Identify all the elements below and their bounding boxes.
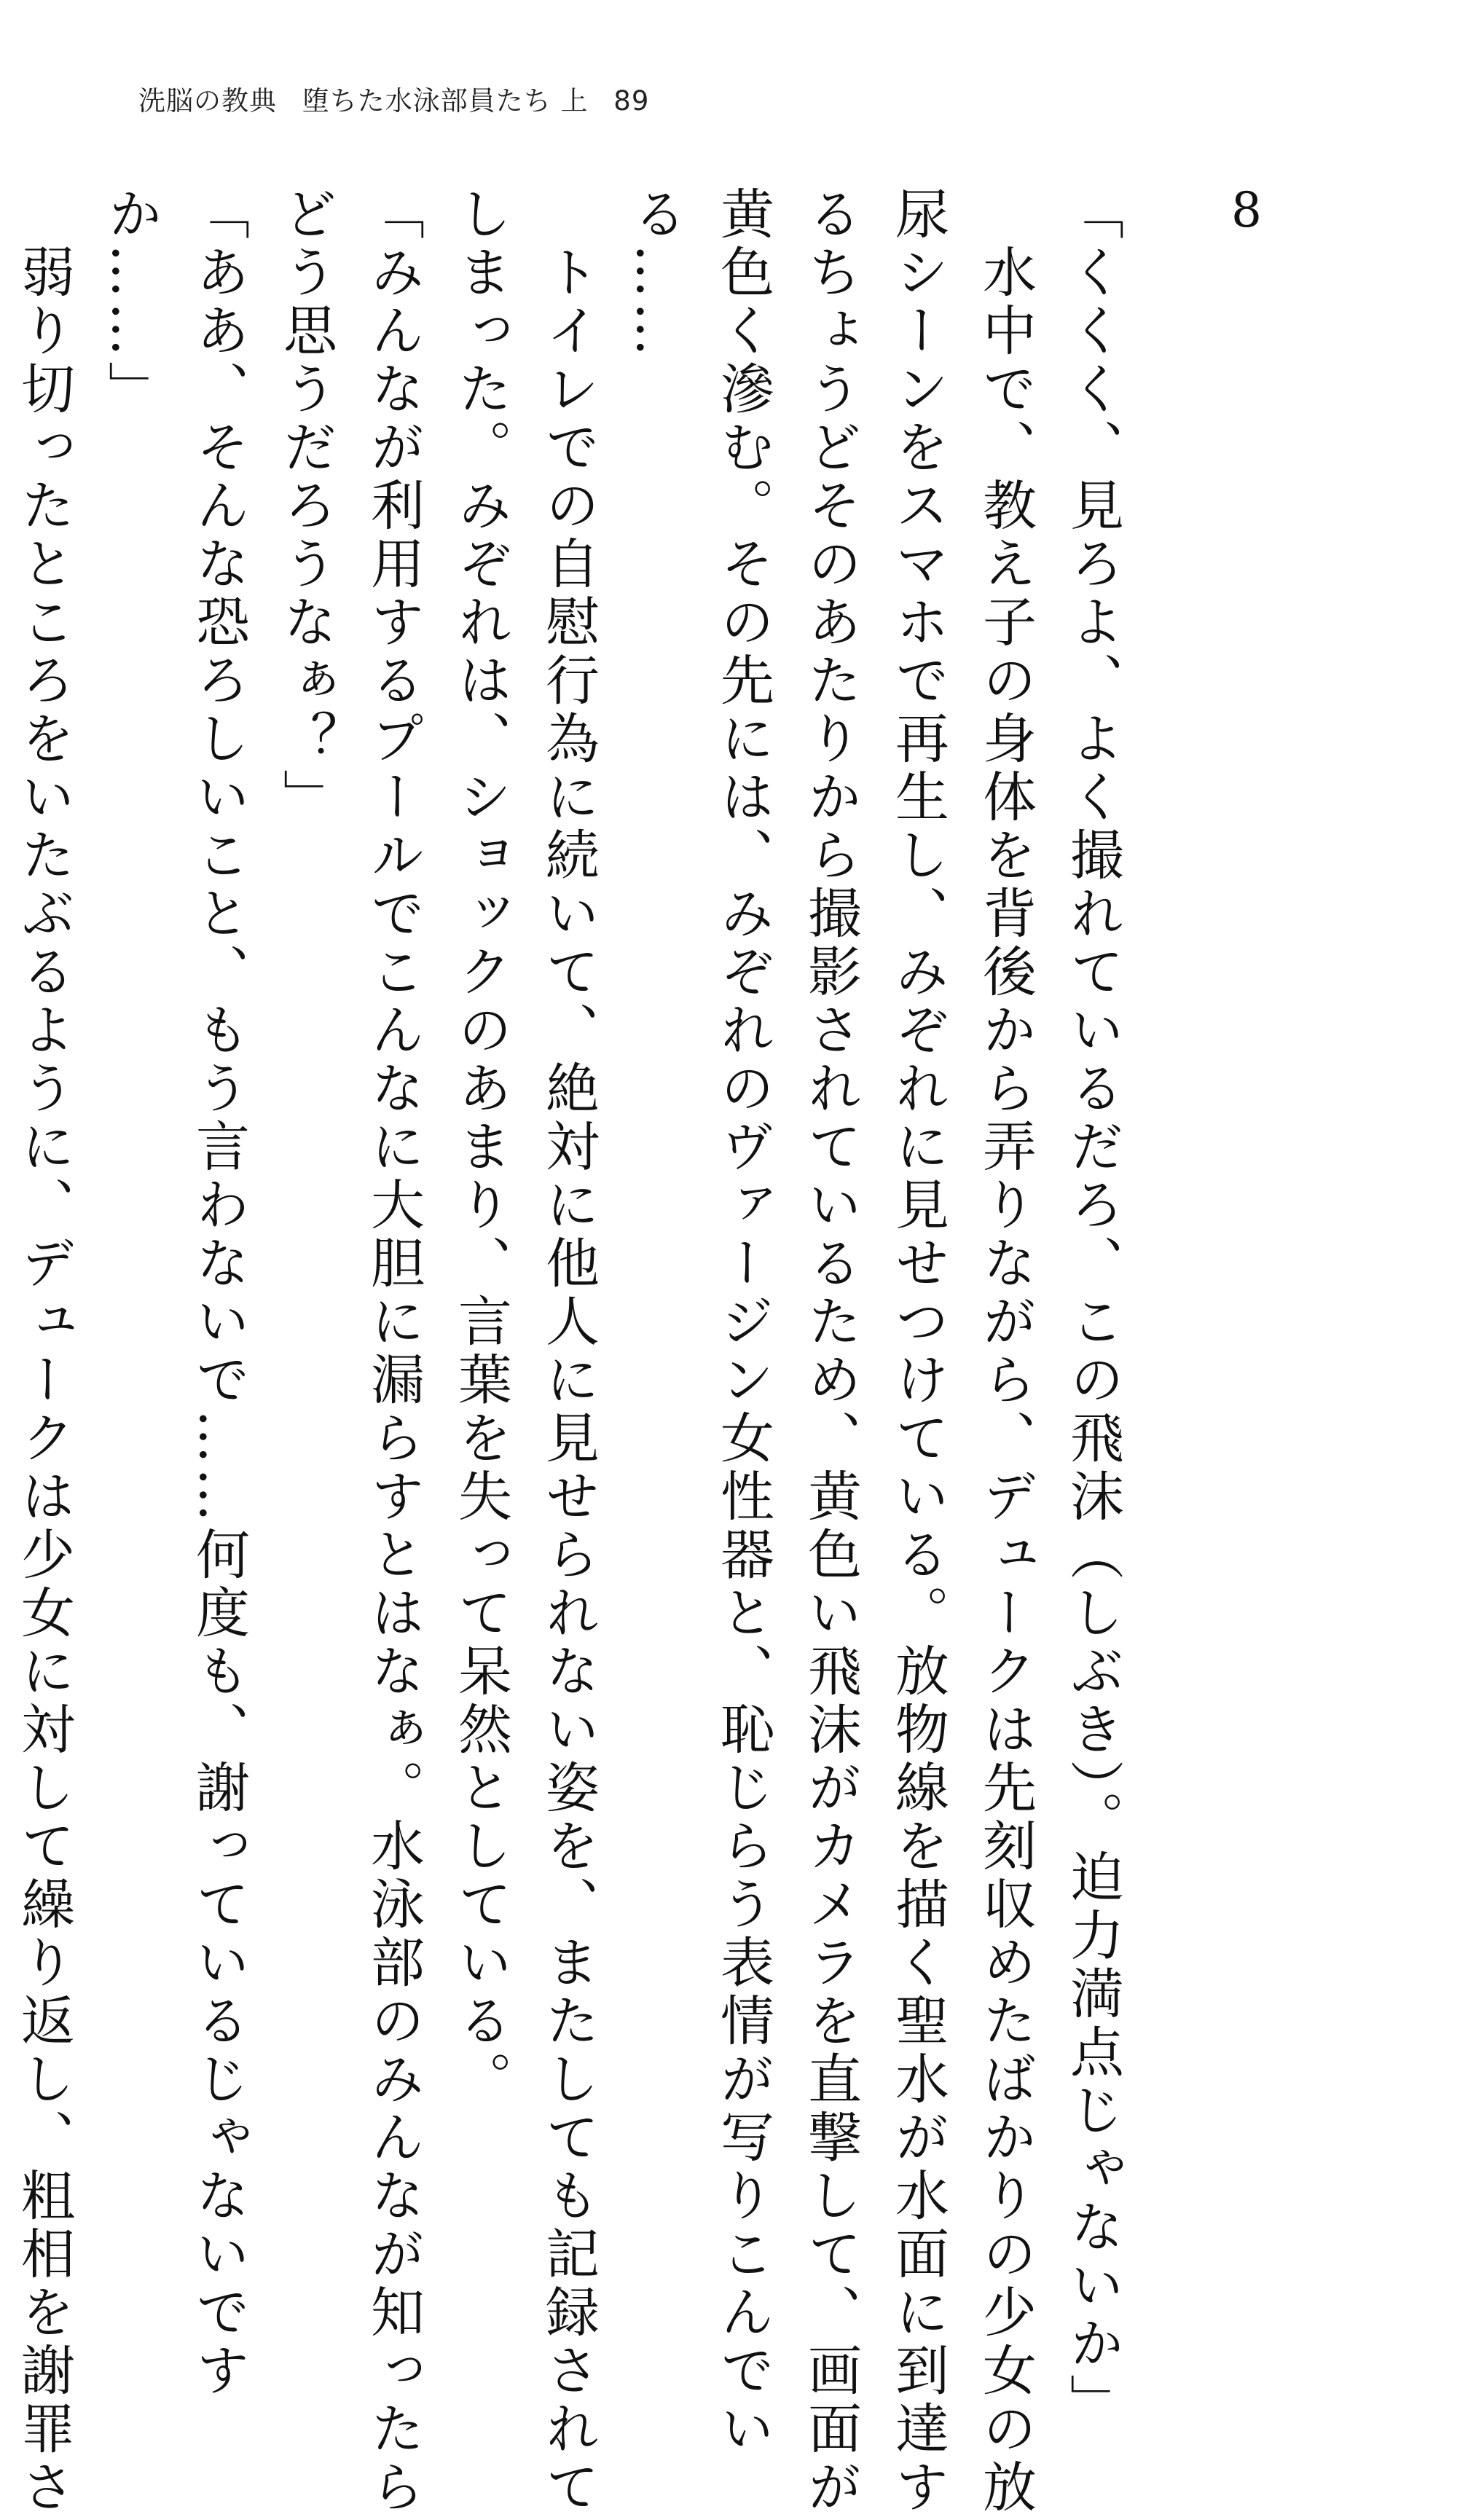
book-subtitle: 堕ちた水泳部員たち 上 — [302, 85, 589, 117]
book-title: 洗脳の教典 — [138, 85, 277, 117]
text-line: 「くくく、見ろよ、よく撮れているだろ、この飛沫（しぶき）。迫力満点じゃないか」 — [1061, 186, 1124, 2432]
text-line: 「ああ、そんな恐ろしいこと、もう言わないで……何度も、謝っているじゃないです — [187, 186, 250, 2400]
text-line: 黄色く滲む。その先には、みぞれのヴァージン女性器と、恥じらう表情が写りこんでい — [712, 186, 774, 2459]
text-line: 尿シーンをスマホで再生し、みぞれに見せつけている。放物線を描く聖水が水面に到達す — [887, 186, 949, 2517]
text-line: るちょうどそのあたりから撮影されているため、黄色い飛沫がカメラを直撃して、画面が — [799, 186, 862, 2517]
text-line: か……」 — [100, 186, 162, 419]
chapter-number: 8 — [1231, 182, 1262, 238]
text-line: 「みんなが利用するプールでこんなに大胆に漏らすとはなぁ。水泳部のみんなが知ったら — [362, 186, 425, 2517]
text-line: どう思うだろうなぁ？」 — [275, 186, 337, 827]
text-line: しまった。みぞれは、ショックのあまり、言葉を失って呆然としている。 — [449, 186, 512, 2109]
running-header — [138, 79, 665, 122]
text-line: 弱り切ったところをいたぶるように、デュークは少女に対して繰り返し、粗相を謝罪さ — [12, 186, 75, 2517]
text-line: 水中で、教え子の身体を背後から弄りながら、デュークは先刻収めたばかりの少女の放 — [974, 186, 1037, 2517]
text-line: る…… — [624, 186, 687, 361]
body-text — [12, 186, 1136, 2517]
text-line: トイレでの自慰行為に続いて、絶対に他人に見せられない姿を、またしても記録されて — [537, 186, 600, 2517]
vertical-text-column — [12, 186, 1136, 2517]
page-number: 89 — [613, 85, 650, 117]
